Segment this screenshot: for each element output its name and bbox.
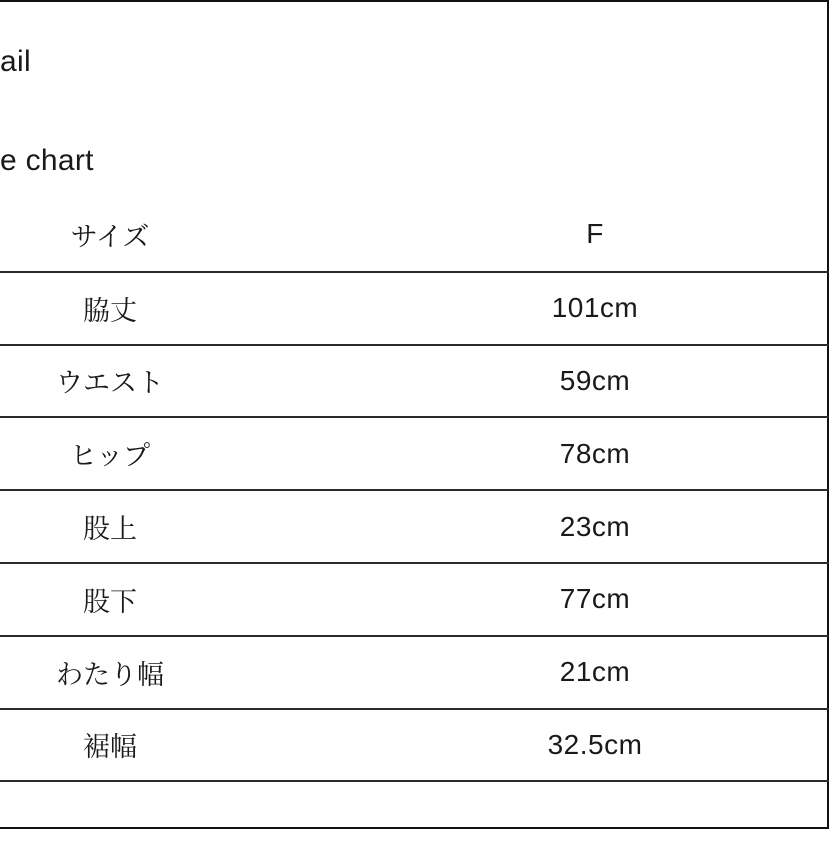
row-value: 32.5cm [547, 728, 643, 760]
header-value-size: F [586, 218, 604, 250]
table-header-row [0, 198, 829, 271]
row-label: 股下 [83, 586, 137, 618]
table-row [0, 489, 829, 562]
row-value: 59cm [559, 364, 631, 396]
table-row [0, 271, 829, 344]
size-table [0, 198, 829, 844]
row-label: 脇丈 [83, 295, 137, 327]
row-value: 21cm [559, 656, 631, 688]
row-label: 裾幅 [83, 732, 137, 764]
row-value: 78cm [559, 437, 631, 469]
table-row [0, 416, 829, 489]
size-chart-heading: e chart [0, 144, 94, 177]
row-label: 股上 [83, 514, 137, 546]
row-label: わたり幅 [56, 659, 164, 691]
row-value: 101cm [551, 292, 639, 324]
table-row [0, 562, 829, 635]
row-label: ウエスト [56, 368, 164, 400]
row-value: 23cm [559, 510, 631, 542]
frame-top-border [0, 0, 829, 2]
detail-heading: ail [0, 45, 31, 78]
table-row [0, 635, 829, 708]
table-row [0, 708, 829, 781]
table-row [0, 344, 829, 417]
row-label: ヒップ [69, 441, 151, 473]
header-label-size: サイズ [70, 221, 150, 253]
row-value: 77cm [559, 583, 631, 615]
table-row-empty [0, 780, 829, 844]
